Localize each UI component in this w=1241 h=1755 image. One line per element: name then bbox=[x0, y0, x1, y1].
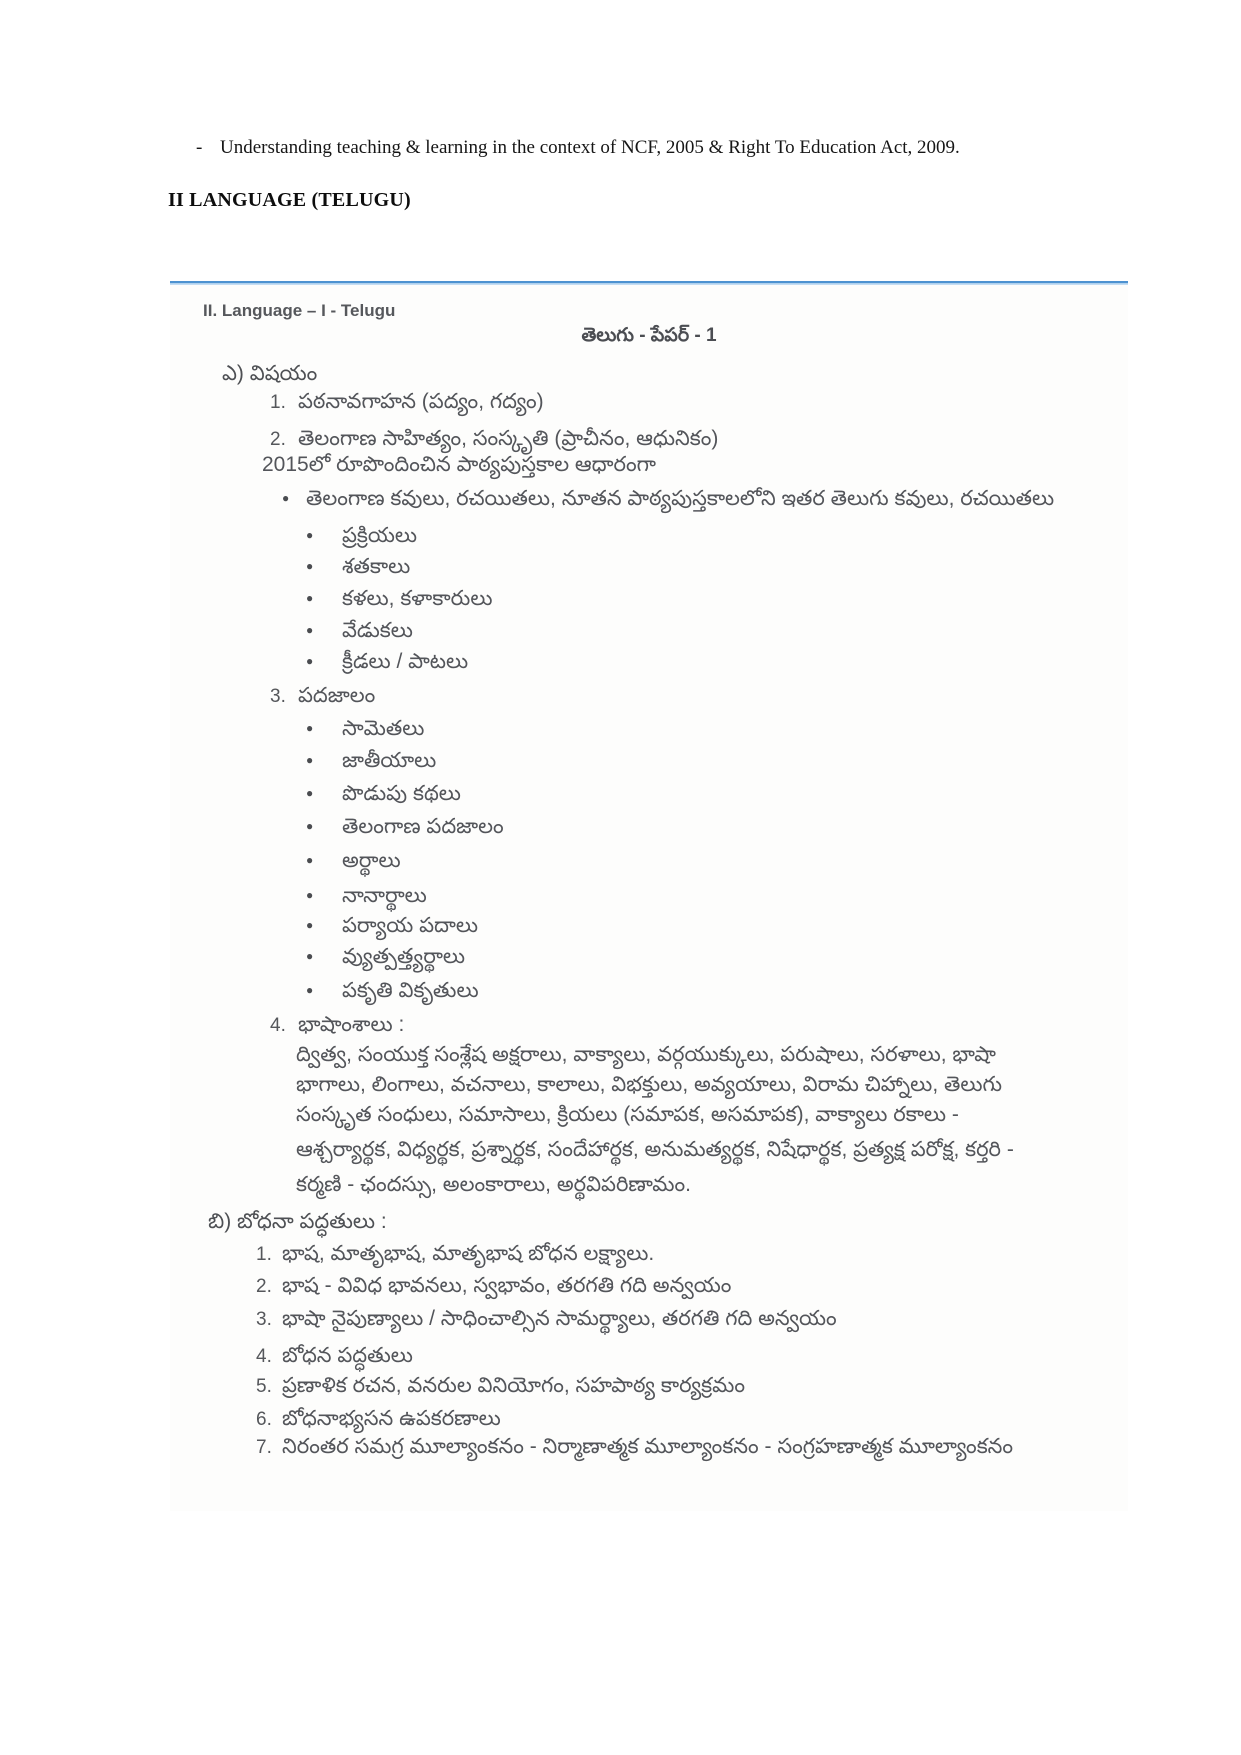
bullet-icon: ● bbox=[306, 528, 314, 542]
bullet-text: జాతీయాలు bbox=[342, 749, 437, 772]
list-item bbox=[256, 1304, 837, 1335]
list-item bbox=[306, 880, 427, 911]
list-item bbox=[306, 975, 479, 1006]
list-item bbox=[306, 551, 410, 582]
list-item bbox=[256, 1341, 413, 1372]
bullet-text: తెలంగాణ పదజాలం bbox=[342, 815, 504, 838]
bullet-text: శతకాలు bbox=[342, 555, 411, 578]
bullet-icon: ● bbox=[282, 491, 290, 505]
bullet-text: ప్రక్రియలు bbox=[342, 524, 418, 547]
bullet-text: వేడుకలు bbox=[342, 619, 413, 642]
scan-language-header: II. Language – I - Telugu bbox=[203, 301, 396, 320]
bullet-text: పర్యాయ పదాలు bbox=[342, 914, 478, 937]
item-text: భాషాంశాలు : bbox=[298, 1013, 405, 1036]
list-item bbox=[282, 483, 1054, 514]
item-number: 1. bbox=[270, 392, 286, 413]
bullet-note bbox=[196, 137, 960, 159]
list-item bbox=[256, 1239, 654, 1270]
bullet-icon: ● bbox=[306, 559, 314, 573]
item-text: భాషా నైపుణ్యాలు / సాధించాల్సిన సామర్థ్యాలు, తరగతి గది అన్వయం bbox=[282, 1307, 837, 1330]
dash-marker: - bbox=[196, 137, 203, 158]
bullet-icon: ● bbox=[306, 949, 314, 963]
syllabus-content bbox=[170, 285, 1128, 1511]
item-number: 5. bbox=[256, 1376, 272, 1397]
bullet-icon: ● bbox=[306, 721, 314, 735]
list-item bbox=[306, 910, 478, 941]
bullet-text: కళలు, కళాకారులు bbox=[342, 587, 493, 610]
list-item bbox=[256, 1371, 745, 1402]
list-item bbox=[306, 615, 413, 646]
paper-title: తెలుగు - పేపర్ - 1 bbox=[581, 325, 717, 346]
list-item bbox=[270, 1010, 404, 1041]
list-item bbox=[256, 1432, 1013, 1463]
list-item bbox=[306, 745, 436, 776]
item-text: బోధనాభ్యసన ఉపకరణాలు bbox=[282, 1407, 501, 1430]
bullet-text: క్రీడలు / పాటలు bbox=[342, 650, 469, 673]
paragraph-line: సంస్కృత సంధులు, సమాసాలు, క్రియలు (సమాపక, అసమాపక), వాక్యాలు రకాలు - bbox=[296, 1103, 959, 1126]
note-text: Understanding teaching & learning in the context of NCF, 2005 & Right To Education Act, 2009. bbox=[220, 137, 960, 158]
item-number: 2. bbox=[270, 429, 286, 450]
list-item bbox=[306, 646, 468, 677]
list-item bbox=[256, 1271, 731, 1302]
bullet-text: వ్యుత్పత్త్యర్థాలు bbox=[342, 945, 466, 968]
bullet-icon: ● bbox=[306, 753, 314, 767]
item-text: ప్రణాళిక రచన, వనరుల వినియోగం, సహపాఠ్య కార్యక్రమం bbox=[282, 1374, 745, 1397]
bullet-icon: ● bbox=[306, 888, 314, 902]
list-item bbox=[306, 941, 465, 972]
item-number: 3. bbox=[270, 686, 286, 707]
bullet-text: తెలంగాణ కవులు, రచయితలు, నూతన పాఠ్యపుస్తకాలలోని ఇతర తెలుగు కవులు, రచయితలు bbox=[306, 487, 1055, 510]
bullet-text: సామెతలు bbox=[342, 717, 425, 740]
item-text: భాష, మాతృభాష, మాతృభాష బోధన లక్ష్యాలు. bbox=[282, 1242, 655, 1265]
list-item bbox=[306, 583, 492, 614]
item-text: నిరంతర సమగ్ర మూల్యాంకనం - నిర్మాణాత్మక మూల్యాంకనం - సంగ్రహణాత్మక మూల్యాంకనం bbox=[282, 1435, 1014, 1458]
item-number: 2. bbox=[256, 1276, 272, 1297]
item-number: 6. bbox=[256, 1409, 272, 1430]
list-item bbox=[270, 387, 544, 418]
bullet-text: నానార్థాలు bbox=[342, 884, 427, 907]
list-item bbox=[306, 778, 461, 809]
item-text: పదజాలం bbox=[298, 684, 376, 707]
item-number: 7. bbox=[256, 1437, 272, 1458]
bullet-icon: ● bbox=[306, 819, 314, 833]
bullet-icon: ● bbox=[306, 983, 314, 997]
bullet-text: పొడుపు కథలు bbox=[342, 782, 461, 805]
item-number: 3. bbox=[256, 1309, 272, 1330]
paragraph-line: కర్మణి - ఛందస్సు, అలంకారాలు, అర్థవిపరిణామం. bbox=[296, 1173, 691, 1196]
paragraph-line: భాగాలు, లింగాలు, వచనాలు, కాలాలు, విభక్తులు, అవ్యయాలు, విరామ చిహ్నాలు, తెలుగు bbox=[296, 1073, 1002, 1096]
section-heading: II LANGUAGE (TELUGU) bbox=[168, 189, 411, 211]
item-number: 1. bbox=[256, 1244, 272, 1265]
list-item bbox=[270, 681, 375, 712]
list-item bbox=[306, 520, 417, 551]
item-text: తెలంగాణ సాహిత్యం, సంస్కృతి (ప్రాచీనం, ఆధునికం) bbox=[298, 427, 719, 450]
bullet-icon: ● bbox=[306, 853, 314, 867]
section-a-label: ఎ) విషయం bbox=[222, 362, 318, 385]
bullet-icon: ● bbox=[306, 623, 314, 637]
list-item bbox=[306, 713, 424, 744]
item-subnote: 2015లో రూపొందించిన పాఠ్యపుస్తకాల ఆధారంగా bbox=[262, 453, 656, 476]
item-number: 4. bbox=[256, 1346, 272, 1367]
item-text: బోధన పద్ధతులు bbox=[282, 1344, 413, 1367]
bullet-text: పకృతి వికృతులు bbox=[342, 979, 479, 1002]
list-item bbox=[306, 811, 504, 842]
list-item bbox=[256, 1404, 501, 1435]
item-text: పఠనావగాహన (పద్యం, గద్యం) bbox=[298, 390, 544, 413]
scanned-syllabus-image bbox=[170, 281, 1128, 1511]
bullet-text: అర్థాలు bbox=[342, 849, 401, 872]
bullet-icon: ● bbox=[306, 786, 314, 800]
bullet-icon: ● bbox=[306, 918, 314, 932]
paragraph-line: ద్విత్వ, సంయుక్త సంశ్లేష అక్షరాలు, వాక్యాలు, వర్గయుక్కులు, పరుషాలు, సరళాలు, భాషా bbox=[296, 1043, 996, 1066]
section-b-label: బి) బోధనా పద్ధతులు : bbox=[208, 1210, 387, 1233]
list-item bbox=[306, 845, 401, 876]
bullet-icon: ● bbox=[306, 654, 314, 668]
item-text: భాష - వివిధ భావనలు, స్వభావం, తరగతి గది అన్వయం bbox=[282, 1274, 732, 1297]
paragraph-line: ఆశ్చర్యార్థక, విధ్యర్థక, ప్రశ్నార్థక, సందేహార్థక, అనుమత్యర్థక, నిషేధార్థక, ప్రత్యక్ష పరోక్ష, కర్తరి - bbox=[296, 1138, 1014, 1161]
item-number: 4. bbox=[270, 1015, 286, 1036]
bullet-icon: ● bbox=[306, 591, 314, 605]
